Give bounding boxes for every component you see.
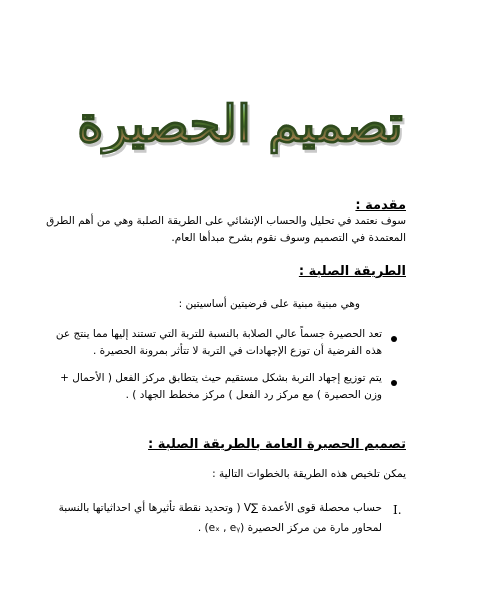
bullet-1-line-2: هذه الفرضية أن توزع الإجهادات في التربة لا تتأثر بمرونة الحصيرة . (92, 345, 382, 357)
intro-line-1: سوف نعتمد في تحليل والحساب الإنشائي على الطريقة الصلبة وهي من أهم الطرق (46, 215, 406, 227)
rigid-method-intro: وهي مبنية مبنية على فرضيتين أساسيتين : (178, 298, 360, 310)
bullet-icon (391, 336, 397, 342)
document-title: تصميم الحصيرة (77, 94, 403, 153)
bullet-icon (391, 380, 397, 386)
general-design-intro: يمكن تلخيص هذه الطريقة بالخطوات التالية : (212, 468, 406, 480)
intro-heading: مقدمة : (355, 198, 406, 213)
step-1-line-2: لمحاور مارة من مركز الحصيرة (eₓ , eᵧ) . (197, 522, 382, 534)
title-art-container (77, 70, 403, 178)
step-number: I. (393, 503, 402, 517)
intro-line-2: المعتمدة في التصميم وسوف نقوم بشرح مبدأها العام. (171, 232, 406, 244)
step-1-line-1: حساب محصلة قوى الأعمدة ∑V ( وتحديد نقطة تأثيرها أي احداثياتها بالنسبة (58, 502, 382, 514)
bullet-2-line-1: يتم توزيع إجهاد التربة بشكل مستقيم حيث يتطابق مركز الفعل ( الأحمال + (60, 372, 382, 384)
bullet-2-line-2: وزن الحصيرة ) مع مركز رد الفعل ) مركز مخطط الجهاد ) . (125, 389, 382, 401)
bullet-1-line-1: تعد الحصيرة جسماً عالي الصلابة بالنسبة للتربة التي تستند إليها مما ينتج عن (55, 328, 382, 340)
rigid-method-heading: الطريقة الصلبة : (298, 264, 406, 279)
general-design-heading: تصميم الحصيرة العامة بالطريقة الصلبة : (148, 437, 406, 452)
